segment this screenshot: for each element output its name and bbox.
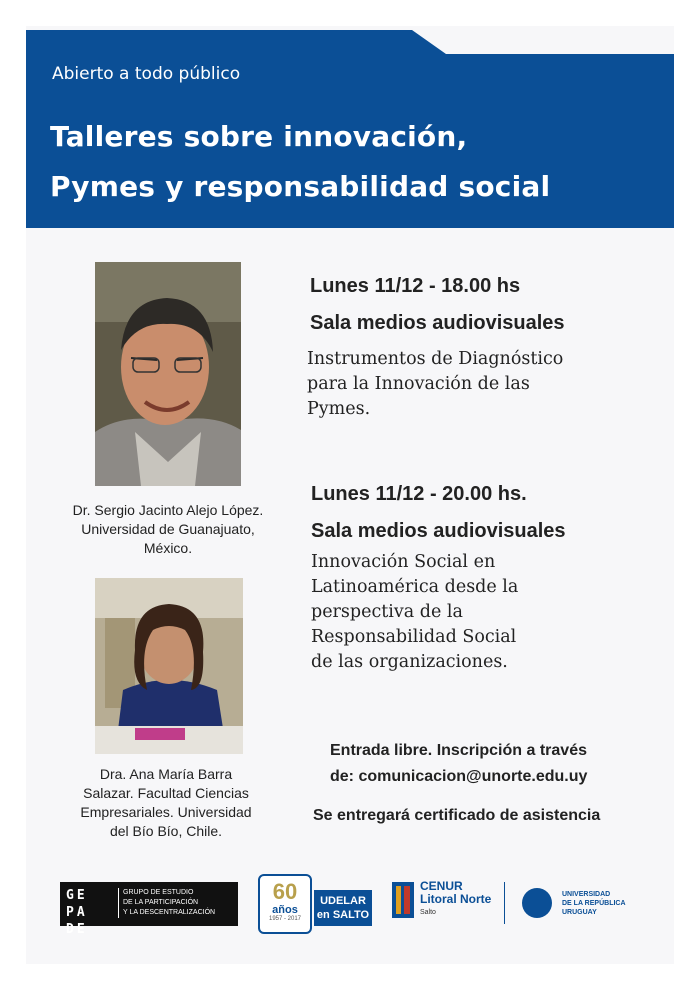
banner-subtitle: Abierto a todo público xyxy=(52,64,241,84)
speaker-2-caption-line: del Bío Bío, Chile. xyxy=(109,823,223,839)
ur-name-line: UNIVERSIDAD xyxy=(562,891,611,898)
ur-name-line: DE LA REPÚBLICA xyxy=(562,900,626,907)
speaker-2-caption-line: Empresariales. Universidad xyxy=(80,804,252,820)
universidad-republica-name xyxy=(562,890,626,917)
session-1-heading xyxy=(310,268,565,342)
universidad-republica-logo xyxy=(518,882,658,926)
speaker-1-caption xyxy=(56,501,280,558)
cenur-mark-icon xyxy=(392,882,414,918)
session-2-when: Lunes 11/12 - 20.00 hs. xyxy=(311,483,527,505)
gepade-name-line: Y LA DESCENTRALIZACIÓN xyxy=(123,909,216,916)
speaker-1-photo xyxy=(95,262,241,486)
anos-label: años xyxy=(272,904,298,916)
logo-divider xyxy=(504,882,505,924)
speaker-1-caption-line: Universidad de Guanajuato, xyxy=(81,521,255,537)
certificate-note: Se entregará certificado de asistencia xyxy=(313,807,601,824)
ur-name-line: URUGUAY xyxy=(562,909,597,916)
cenur-name-line: Salto xyxy=(420,909,436,916)
years-range: 1957 - 2017 xyxy=(268,916,302,922)
session-2-room: Sala medios audiovisuales xyxy=(311,520,566,542)
session-1-title-line: para la Innovación de las xyxy=(307,374,530,394)
banner-title-line-2: Pymes y responsabilidad social xyxy=(50,170,551,203)
cenur-logo xyxy=(392,880,512,924)
gepade-mark-line: PA xyxy=(66,905,88,920)
speaker-2-caption xyxy=(60,765,272,841)
gepade-mark-line: DE xyxy=(66,922,88,937)
sixty-number: 60 xyxy=(272,879,298,904)
session-2-title-line: Latinoamérica desde la xyxy=(311,577,519,597)
speaker-1-caption-line: Dr. Sergio Jacinto Alejo López. xyxy=(72,502,264,518)
gepade-name xyxy=(118,888,241,918)
speaker-2-caption-line: Salazar. Facultad Ciencias xyxy=(83,785,249,801)
gepade-mark-icon xyxy=(66,887,106,937)
session-1-room: Sala medios audiovisuales xyxy=(310,312,565,334)
session-1-when: Lunes 11/12 - 18.00 hs xyxy=(310,275,521,297)
cenur-name-line: Litoral Norte xyxy=(420,892,492,906)
udelar-name-line: en SALTO xyxy=(316,909,370,921)
banner-title-line-1: Talleres sobre innovación, xyxy=(50,120,468,153)
udelar-salto-logo xyxy=(258,874,376,932)
session-2-title-line: perspectiva de la xyxy=(311,602,463,622)
speaker-2-photo xyxy=(95,578,243,754)
sixty-years-badge-icon xyxy=(258,874,312,934)
session-2-title-line: Innovación Social en xyxy=(311,552,496,572)
speaker-1-portrait-icon xyxy=(95,262,241,486)
registration-info xyxy=(330,738,587,790)
gepade-name-line: GRUPO DE ESTUDIO xyxy=(123,889,194,896)
session-2-heading xyxy=(311,476,566,550)
session-1-title-line: Pymes. xyxy=(307,399,371,419)
gepade-mark-line: GE xyxy=(66,888,88,903)
banner-title xyxy=(50,112,550,212)
session-2-title xyxy=(311,550,641,675)
session-1-title xyxy=(307,347,647,422)
gepade-logo xyxy=(60,882,238,937)
speaker-2-caption-line: Dra. Ana María Barra xyxy=(99,766,233,782)
session-1-title-line: Instrumentos de Diagnóstico xyxy=(307,349,564,369)
gepade-name-line: DE LA PARTICIPACIÓN xyxy=(123,899,199,906)
udelar-salto-name xyxy=(314,890,372,926)
session-2-title-line: Responsabilidad Social xyxy=(311,627,517,647)
speaker-2-portrait-icon xyxy=(95,578,243,754)
university-seal-icon xyxy=(522,888,552,918)
udelar-name-line: UDELAR xyxy=(320,895,366,907)
registration-email[interactable]: de: comunicacion@unorte.edu.uy xyxy=(330,768,588,785)
logo-strip xyxy=(40,862,660,954)
cenur-name xyxy=(420,880,491,919)
registration-line-1: Entrada libre. Inscripción a través xyxy=(330,742,587,759)
cenur-name-line: CENUR xyxy=(420,879,463,893)
speaker-1-caption-line: México. xyxy=(143,540,193,556)
session-2-title-line: de las organizaciones. xyxy=(311,652,508,672)
